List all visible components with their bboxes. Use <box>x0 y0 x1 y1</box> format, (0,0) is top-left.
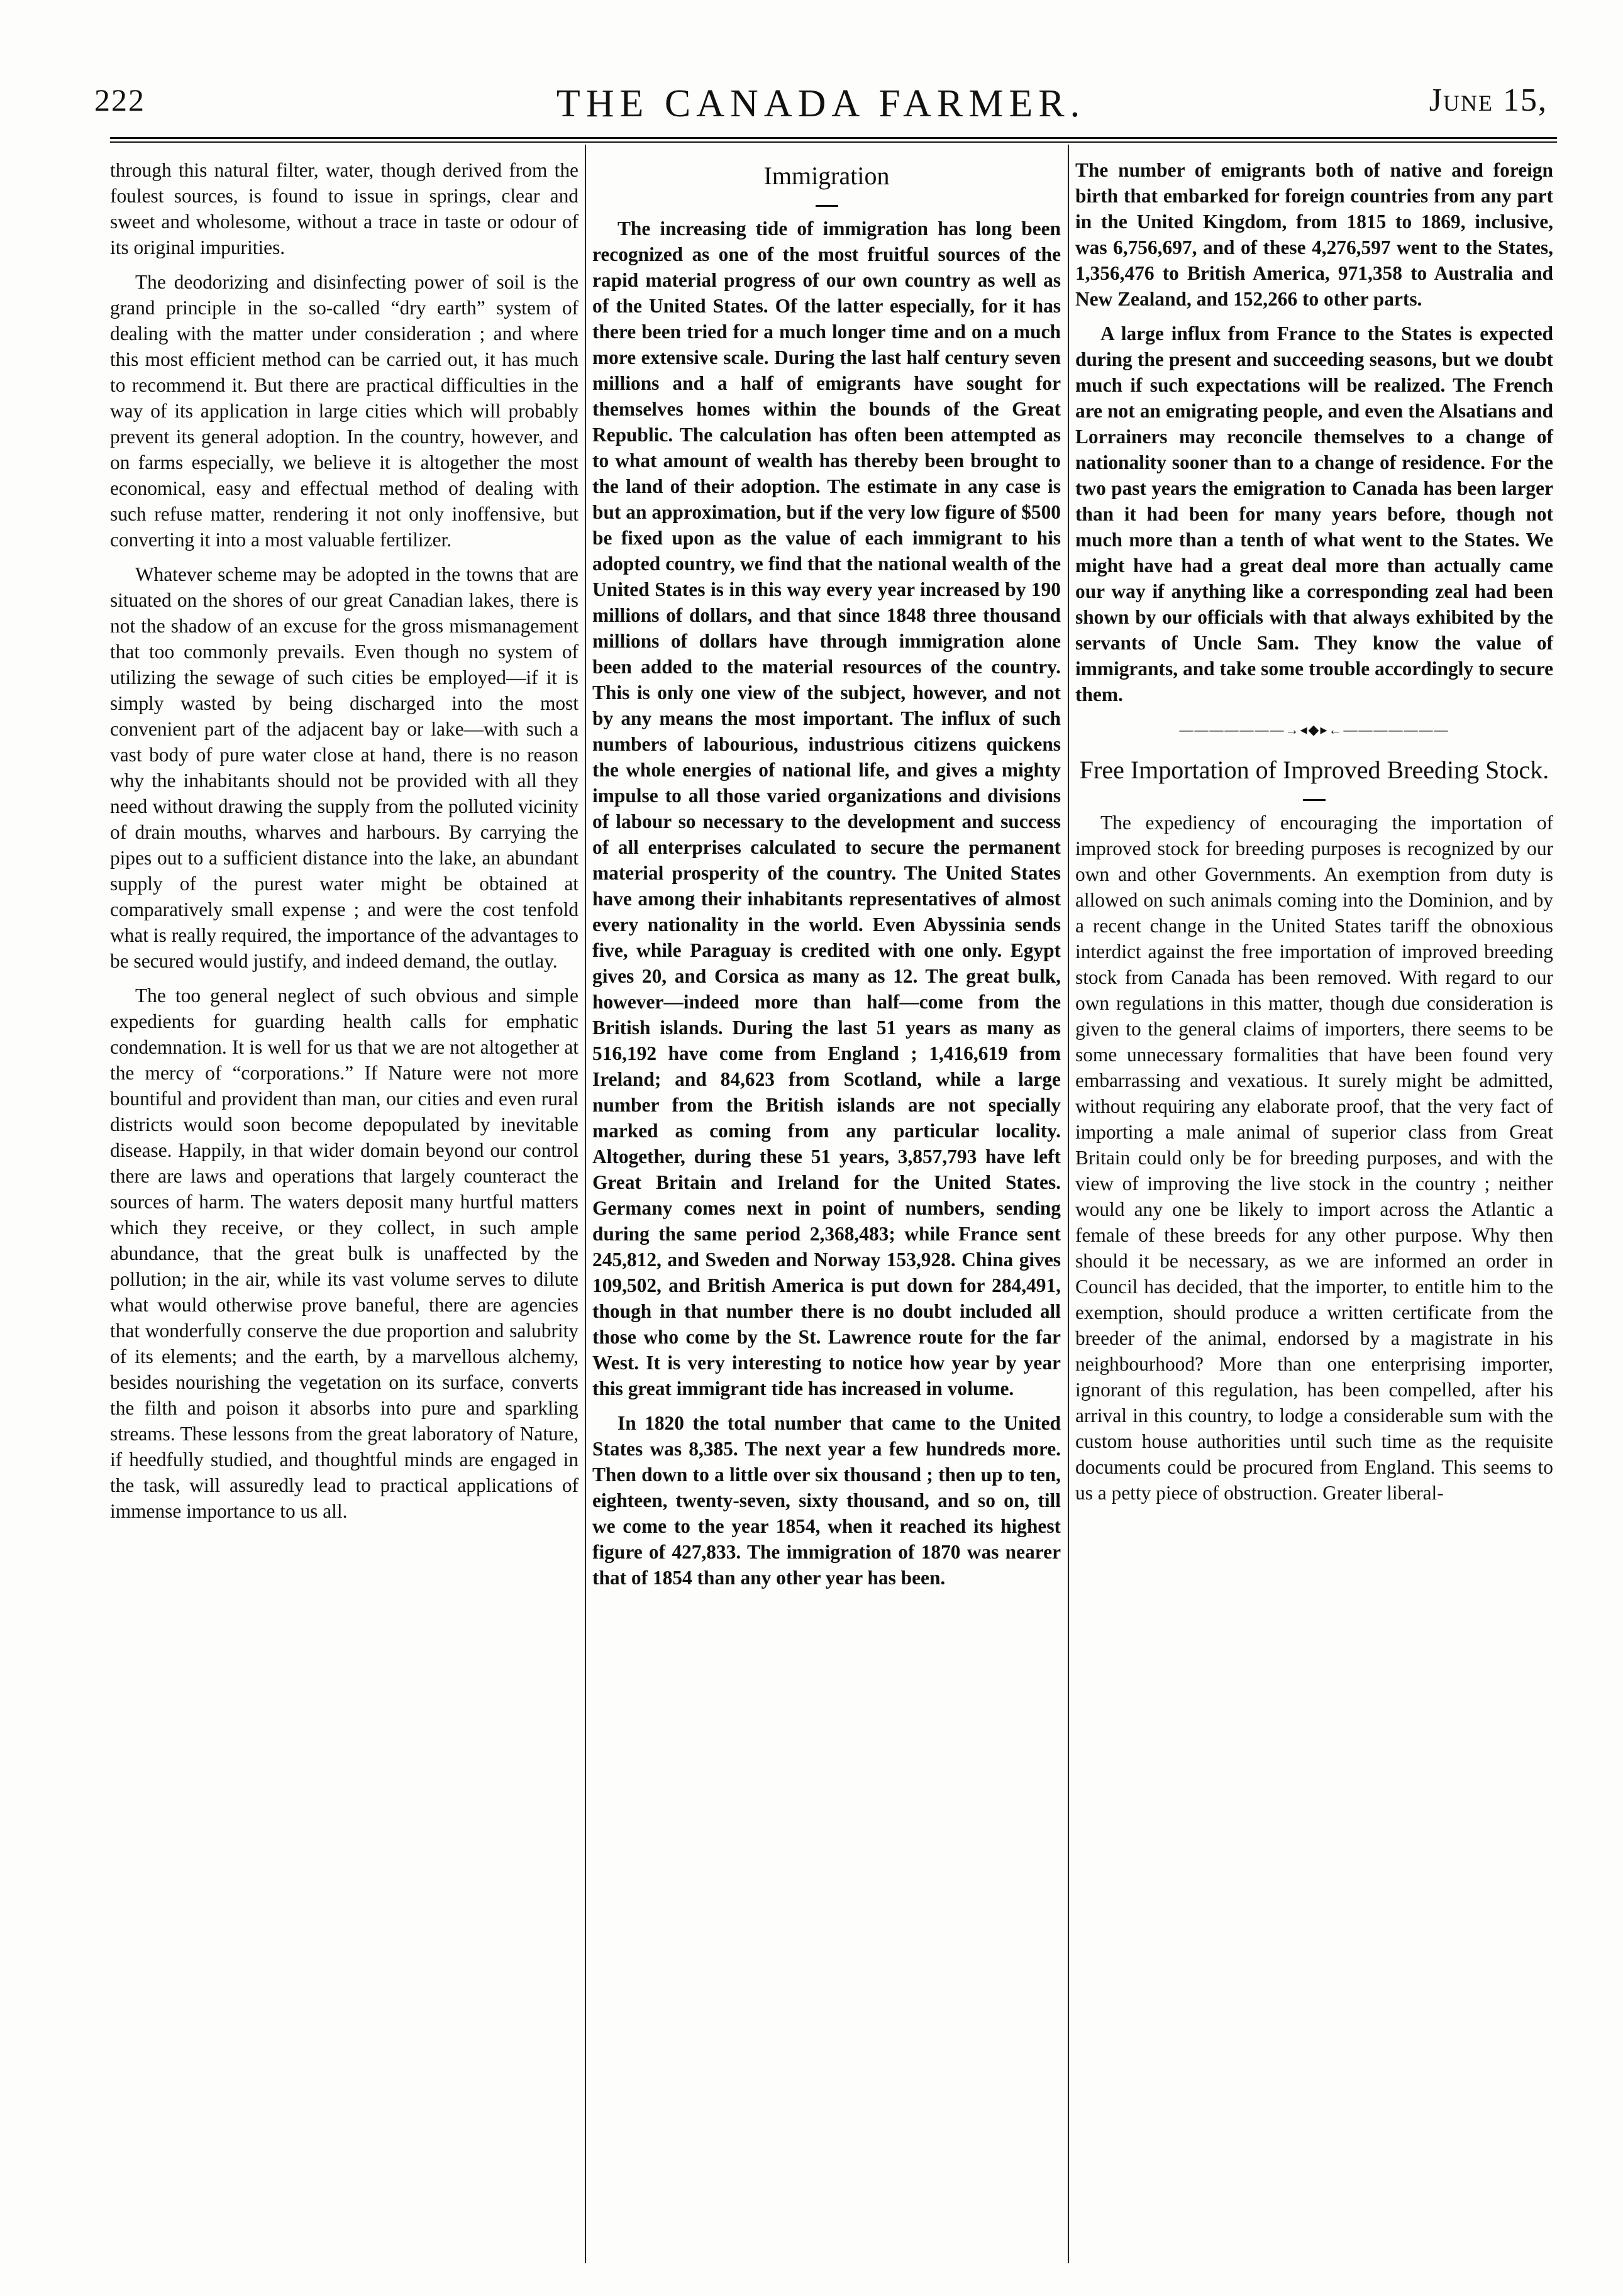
section-ornament: ———————→◂◆▸←——————— <box>1179 722 1449 737</box>
article-paragraph: Whatever scheme may be adopted in the towns that are situated on the shores of our great Canadian lakes, there is not the shadow of an excuse for the gross mismanagement that too commonly prevails. Even though no system of utilizing the sewage of such cities be employed—if it is simply wasted by being discharged into the most convenient part of the adjacent bay or lake—with such a vast body of pure water close at hand, there is no reason why the inhabitants should not be provided with all they need without drawing the supply from the polluted vicinity of drain mouths, wharves and harbours. By carrying the pipes out to a sufficient distance into the lake, an abundant supply of the purest water might be obtained at comparatively small expense ; and were the cost tenfold what is really required, the importance of the advantages to be secured would justify, and indeed demand, the outlay. <box>110 563 579 972</box>
page-number: 222 <box>94 82 145 118</box>
article-paragraph: A large influx from France to the States is expected during the present and succeeding seasons, but we doubt much if such expectations will be realized. The French are not an emigrating people, and even the Alsatians and Lorrainers may reconcile themselves to a change of nationality sooner than to a change of residence. For the two past years the emigration to Canada has been larger than it had been for many years before, though not much more than a tenth of what went to the States. We might have had a great deal more than actually came our way if anything like a corresponding zeal had been shown by our officials with that always exhibited by the servants of Uncle Sam. They know the value of immigrants, and take some trouble accordingly to secure them. <box>1075 323 1553 705</box>
emigration-continuation <box>1075 157 1553 707</box>
column-1 <box>110 157 579 1533</box>
article-paragraph: through this natural filter, water, though derived from the foulest sources, is found to issue in springs, clear and sweet and wholesome, without a trace in taste or odour of its original impurities. <box>110 159 579 258</box>
issue-date: June 15, <box>1429 82 1548 118</box>
heading-dash <box>592 196 1061 207</box>
article-paragraph: The number of emigrants both of native and foreign birth that embarked for foreign countries from any part in the United Kingdom, from 1815 to 1869, inclusive, was 6,756,697, and of these 4,276,597 went to the States, 1,356,476 to British America, 971,358 to Australia and New Zealand, and 152,266 to other parts. <box>1075 159 1553 310</box>
heading-dash <box>1075 790 1553 801</box>
column-divider <box>1068 145 1069 2263</box>
column-3 <box>1075 157 1553 1515</box>
article-paragraph: The deodorizing and disinfecting power of soil is the grand principle in the so-called “dry earth” system of dealing with the matter under consideration ; and where this most efficient method can be carried out, it has much to recommend it. But there are practical difficulties in the way of its application in large cities which will probably prevent its general adoption. In the country, however, and on farms especially, we believe it is altogether the most economical, easy and effectual method of dealing with such refuse matter, rendering it not only inoffensive, but converting it into a most valuable fertilizer. <box>110 271 579 551</box>
article-paragraph: The expediency of encouraging the importation of improved stock for breeding purposes is recognized by our own and other Governments. An exemption from duty is allowed on such animals coming into the Dominion, and by a recent change in the United States tariff the obnoxious interdict against the free importation of improved breeding stock from Canada has been removed. With regard to our own regulations in this matter, though due consideration is given to the general claims of importers, there seems to be some unnecessary formalities that have been found very embarrassing and vexatious. It surely might be admitted, without requiring any elaborate proof, that the very fact of importing a male animal of superior class from Great Britain could only be for breeding purposes, and with the view of improving the live stock in the country ; neither would any one be likely to import across the Atlantic a female of these breeds for any other purpose. Why then should it be necessary, as we are informed an order in Council has decided, that the importer, to entitle him to the exemption, should produce a written certificate from the breeder of the animal, endorsed by a magistrate in his neighbourhood? More than one enterprising importer, ignorant of this regulation, has been compelled, after his arrival in this country, to lodge a considerable sum with the custom house authorities until such time as the requisite documents could be procured from England. This seems to us a petty piece of obstruction. Greater liberal- <box>1075 812 1553 1504</box>
article-heading: Free Importation of Improved Breeding Stock. <box>1079 756 1549 784</box>
column-divider <box>585 145 586 2263</box>
article-heading: Immigration <box>763 162 890 190</box>
page-header <box>94 82 1548 132</box>
article-paragraph: The increasing tide of immigration has long been recognized as one of the most fruitful sources of the rapid material progress of our own country as well as of the United States. Of the latter especially, for it has there been tried for a much longer time and on a much more extensive scale. During the last half century seven millions and a half of emigrants have sought for themselves homes within the bounds of the Great Republic. The calculation has often been attempted as to what amount of wealth has thereby been brought to the land of their adoption. The estimate in any case is but an approximation, but if the very low figure of $500 be fixed upon as the value of each immigrant to his adopted country, we find that the national wealth of the United States is in this way every year increased by 190 millions of dollars, and that since 1848 three thousand millions of dollars have through immigration alone been added to the material resources of the country. This is only one view of the subject, however, and not by any means the most important. The influx of such numbers of labourious, industrious citizens quickens the whole energies of national life, and gives a mighty impulse to all those varied organizations and divisions of labour so necessary to the development and success of all enterprises calculated to secure the permanent material prosperity of the country. The United States have among their inhabitants representatives of almost every nationality in the world. Even Abyssinia sends five, while Paraguay is credited with one only. Egypt gives 20, and Corsica as many as 12. The great bulk, however—indeed more than half—come from the British islands. During the last 51 years as many as 516,192 have come from England ; 1,416,619 from Ireland; and 84,623 from Scotland, while a large number from the British islands are not specially marked as coming from any particular locality. Altogether, during these 51 years, 3,857,793 have left Great Britain and Ireland for the United States. Germany comes next in point of numbers, sending during the same period 2,368,483; while France sent 245,812, and Sweden and Norway 153,928. China gives 109,502, and British America is put down for 284,491, though in that number there is no doubt included all those who come by the St. Lawrence route for the far West. It is very interesting to notice how year by year this great immigrant tide has increased in volume. <box>592 218 1061 1399</box>
masthead-title: THE CANADA FARMER. <box>556 82 1086 125</box>
header-rule <box>110 137 1557 143</box>
column-2 <box>592 157 1061 1599</box>
article-paragraph: The too general neglect of such obvious and simple expedients for guarding health calls for emphatic condemnation. It is well for us that we are not altogether at the mercy of “corporations.” If Nature were not more bountiful and provident than man, our cities and even rural districts would soon become depopulated by inevitable disease. Happily, in that wider domain beyond our control there are laws and operations that largely counteract the sources of harm. The waters deposit many hurtful matters which they receive, or they collect, in such ample abundance, that the great bulk is unaffected by the pollution; in the air, while its vast volume serves to dilute what would otherwise prove baneful, there are agencies that wonderfully conserve the due proportion and salubrity of its elements; and the earth, by a marvellous alchemy, besides nourishing the vegetation on its surface, converts the filth and poison it absorbs into pure and sparkling streams. These lessons from the great laboratory of Nature, if heedfully studied, and thoughtful minds are engaged in the task, will assuredly lead to practical applications of immense importance to us all. <box>110 985 579 1522</box>
article-paragraph: In 1820 the total number that came to the United States was 8,385. The next year a few hundreds more. Then down to a little over six thousand ; then up to ten, eighteen, twenty-seven, sixty thousand, and so on, till we come to the year 1854, when it reached its highest figure of 427,833. The immigration of 1870 was nearer that of 1854 than any other year has been. <box>592 1412 1061 1589</box>
